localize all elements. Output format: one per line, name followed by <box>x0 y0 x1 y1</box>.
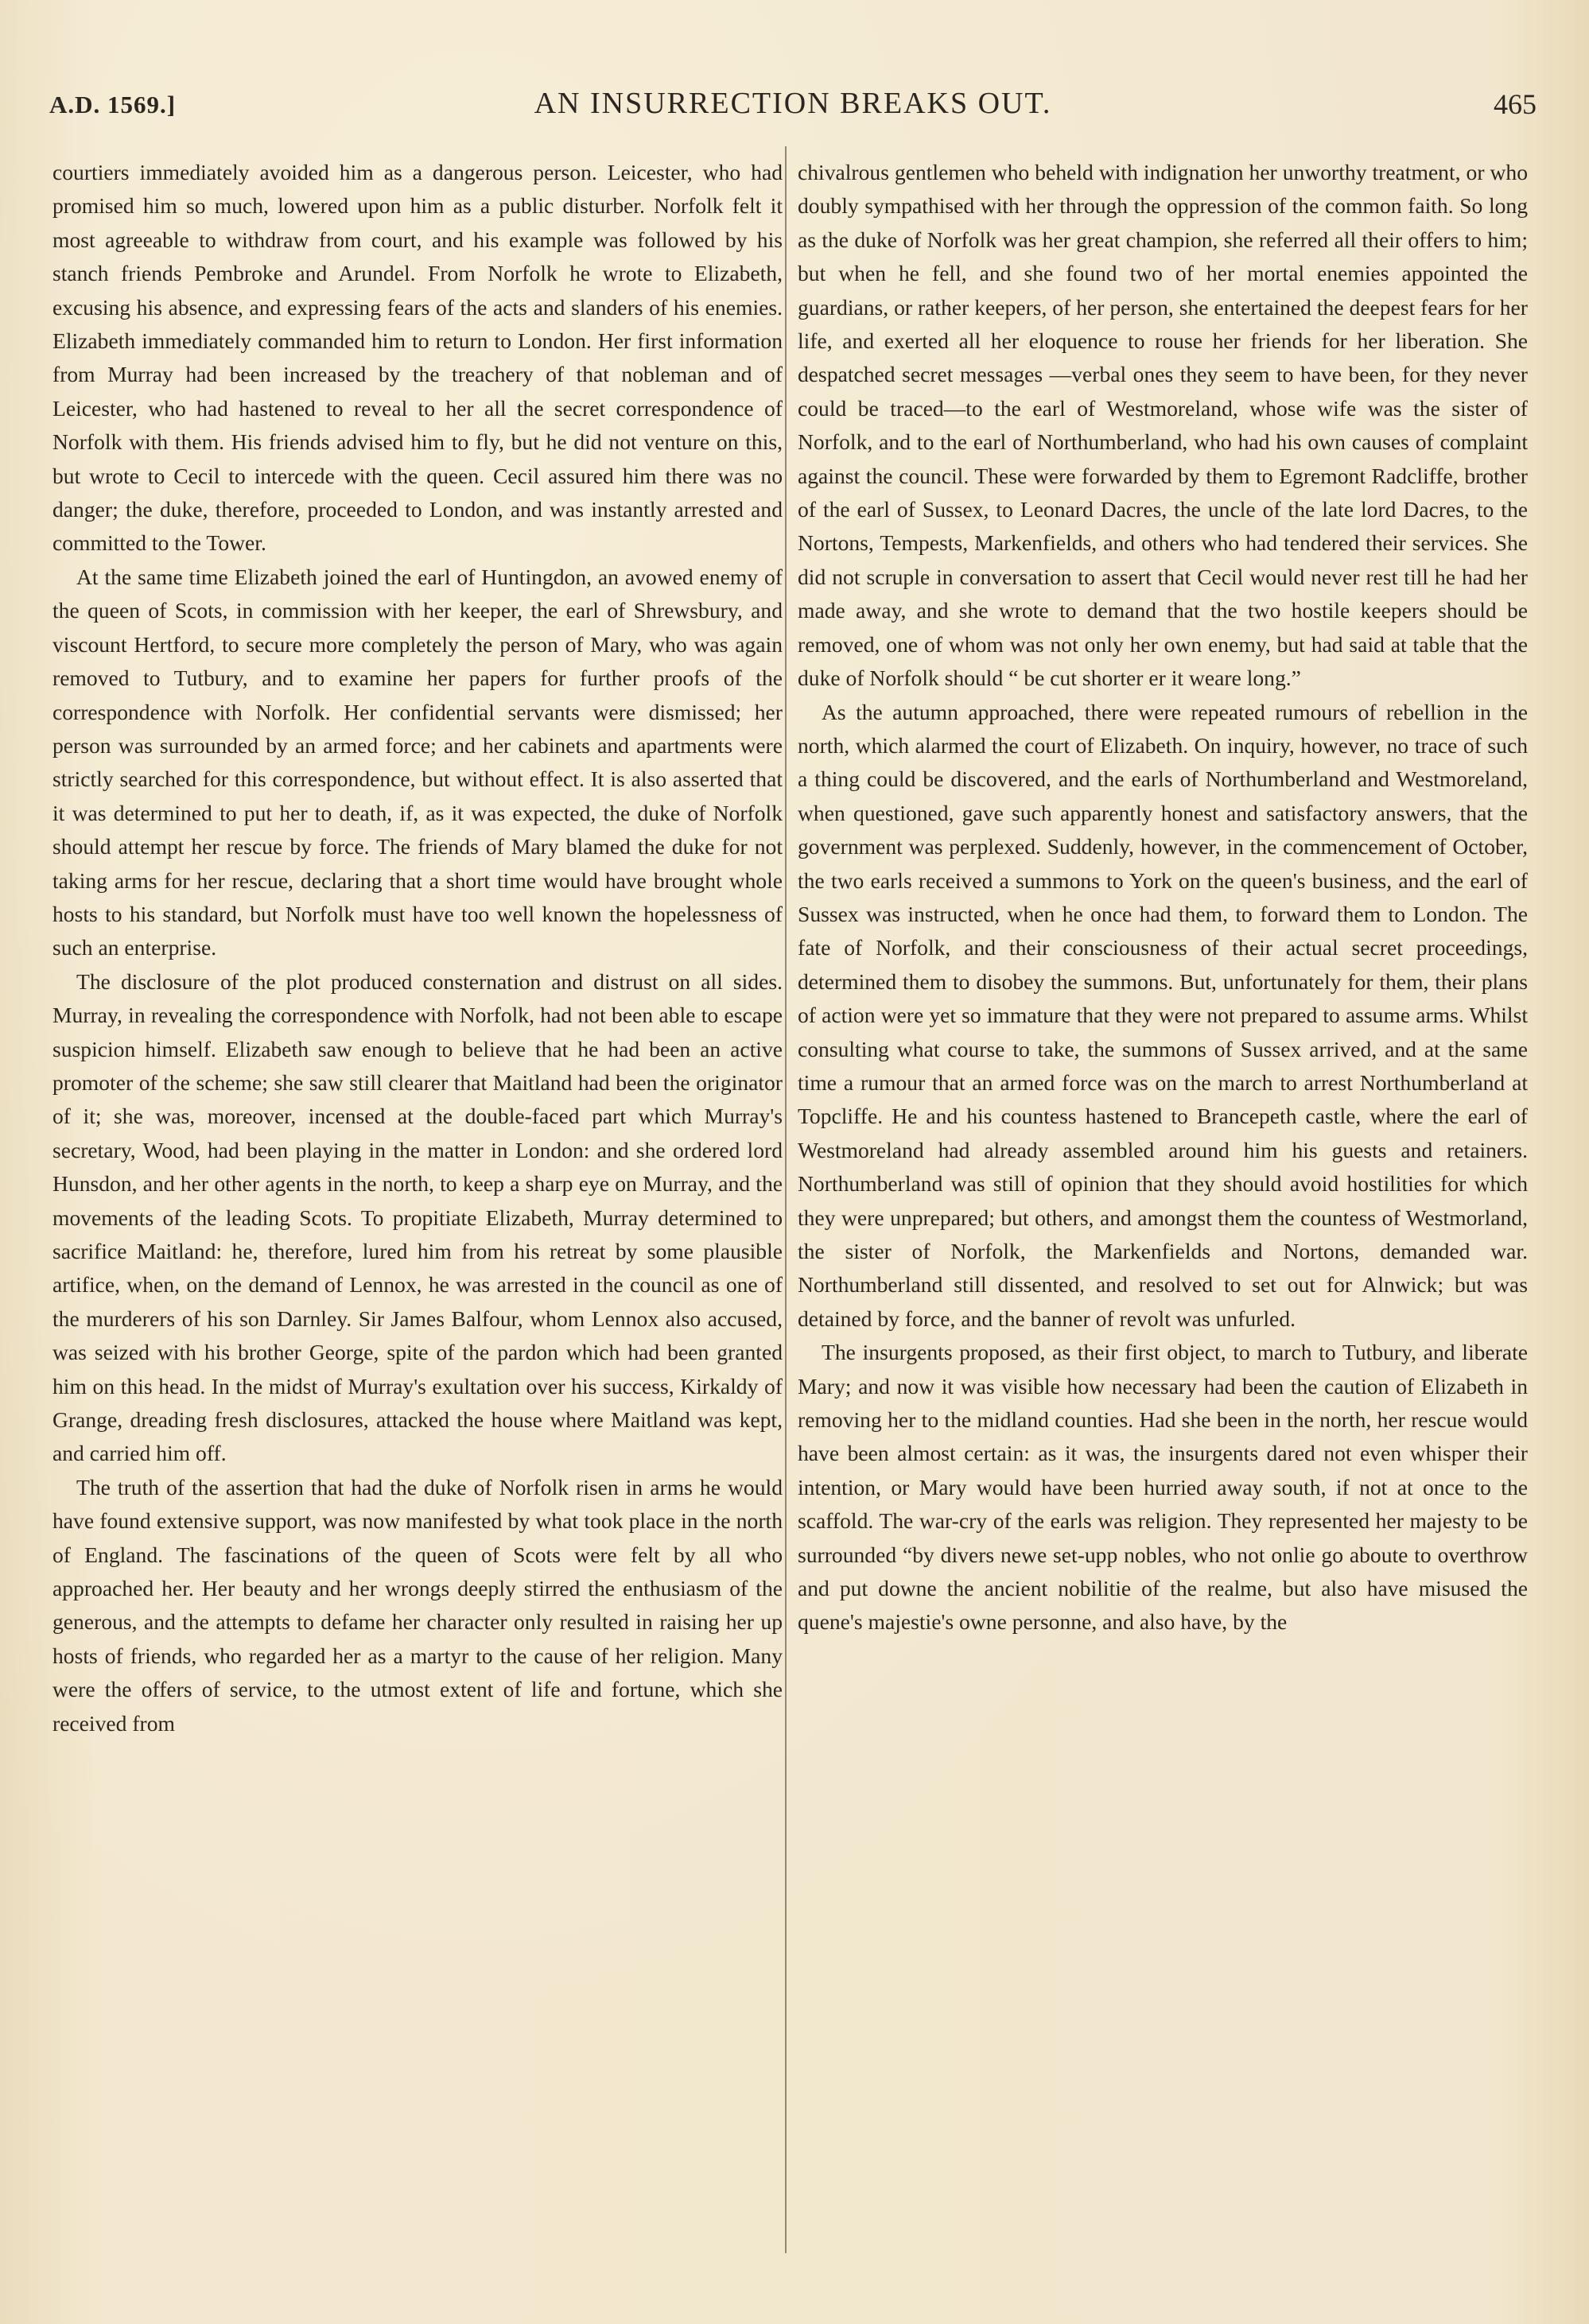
running-header <box>49 86 1537 127</box>
paragraph: The disclosure of the plot produced consternation and distrust on all sides. Murray, in revealing the correspondence with Norfolk, had not been able to escape suspicion himself. Elizabeth saw enough to believe that he had been an active promoter of the scheme; she saw still clearer that Maitland had been the originator of it; she was, moreover, incensed at the double-faced part which Murray's secretary, Wood, had been playing in the matter in London: and she ordered lord Hunsdon, and her other agents in the north, to keep a sharp eye on Murray, and the movements of the leading Scots. To propitiate Elizabeth, Murray determined to sacrifice Maitland: he, therefore, lured him from his retreat by some plausible artifice, when, on the demand of Lennox, he was arrested in the council as one of the murderers of his son Darnley. Sir James Balfour, whom Lennox also accused, was seized with his brother George, spite of the pardon which had been granted him on this head. In the midst of Murray's exultation over his success, Kirkaldy of Grange, dreading fresh disclosures, attacked the house where Maitland was kept, and carried him off. <box>52 968 783 1466</box>
left-column <box>52 156 783 1740</box>
header-date: A.D. 1569.] <box>49 91 177 118</box>
right-column <box>798 156 1528 1639</box>
paragraph: At the same time Elizabeth joined the earl of Huntingdon, an avowed enemy of the queen of Scots, in commission with her keeper, the earl of Shrewsbury, and viscount Hertford, to secure more completely the person of Mary, who was again removed to Tutbury, and to examine her papers for further proofs of the correspondence with Norfolk. Her confidential servants were dismissed; her person was surrounded by an armed force; and her cabinets and apartments were strictly searched for this correspondence, but without effect. It is also asserted that it was determined to put her to death, if, as it was expected, the duke of Norfolk should attempt her rescue by force. The friends of Mary blamed the duke for not taking arms for her rescue, declaring that a short time would have brought whole hosts to his standard, but Norfolk must have too well known the hopelessness of such an enterprise. <box>52 564 783 960</box>
header-title: AN INSURRECTION BREAKS OUT. <box>534 87 1052 120</box>
paragraph: courtiers immediately avoided him as a dangerous person. Leicester, who had promised him so much, lowered upon him as a public disturber. Norfolk felt it most agreeable to withdraw from court, and his example was followed by his stanch friends Pembroke and Arundel. From Norfolk he wrote to Elizabeth, excusing his absence, and expressing fears of the acts and slanders of his enemies. Elizabeth immediately commanded him to return to London. Her first information from Murray had been increased by the treachery of that nobleman and of Leicester, who had hastened to reveal to her all the secret correspondence of Norfolk with them. His friends advised him to fly, but he did not venture on this, but wrote to Cecil to intercede with the queen. Cecil assured him there was no danger; the duke, therefore, proceeded to London, and was instantly arrested and committed to the Tower. <box>52 160 783 556</box>
paragraph: As the autumn approached, there were repeated rumours of rebellion in the north, which alarmed the court of Elizabeth. On inquiry, however, no trace of such a thing could be discovered, and the earls of Northumberland and Westmoreland, when questioned, gave such apparently honest and satisfactory answers, that the government was perplexed. Suddenly, however, in the commencement of October, the two earls received a summons to York on the queen's business, and the earl of Sussex was instructed, when he once had them, to forward them to London. The fate of Norfolk, and their consciousness of their actual secret proceedings, determined them to disobey the summons. But, unfortunately for them, their plans of action were yet so immature that they were not prepared to assume arms. Whilst consulting what course to take, the summons of Sussex arrived, and at the same time a rumour that an armed force was on the march to arrest Northumberland at Topcliffe. He and his countess hastened to Brancepeth castle, where the earl of Westmoreland had already assembled around him his guests and retainers. Northumberland was still of opinion that they should avoid hostilities for which they were unprepared; but others, and amongst them the countess of Westmorland, the sister of Norfolk, the Markenfields and Nortons, demanded war. Northumberland still dissented, and resolved to set out for Alnwick; but was detained by force, and the banner of revolt was unfurled. <box>798 699 1528 1331</box>
column-divider <box>785 146 787 2253</box>
paragraph: The truth of the assertion that had the duke of Norfolk risen in arms he would have found extensive support, was now manifested by what took place in the north of England. The fascinations of the queen of Scots were felt by all who approached her. Her beauty and her wrongs deeply stirred the enthusiasm of the generous, and the attempts to defame her character only resulted in raising her up hosts of friends, who regarded her as a martyr to the cause of her religion. Many were the offers of service, to the utmost extent of life and fortune, which she received from <box>52 1474 783 1736</box>
paragraph: chivalrous gentlemen who beheld with indignation her unworthy treatment, or who doubly sympathised with her through the oppression of the common faith. So long as the duke of Norfolk was her great champion, she referred all their offers to him; but when he fell, and she found two of her mortal enemies appointed the guardians, or rather keepers, of her person, she entertained the deepest fears for her life, and exerted all her eloquence to rouse her friends for her liberation. She despatched secret messages —verbal ones they seem to have been, for they never could be traced—to the earl of Westmoreland, whose wife was the sister of Norfolk, and to the earl of Northumberland, who had his own causes of complaint against the council. These were forwarded by them to Egremont Radcliffe, brother of the earl of Sussex, to Leonard Dacres, the uncle of the late lord Dacres, to the Nortons, Tempests, Markenfields, and others who had tendered their services. She did not scruple in conversation to assert that Cecil would never rest till he had her made away, and she wrote to demand that the two hostile keepers should be removed, one of whom was not only her own enemy, but had said at table that the duke of Norfolk should “ be cut shorter er it weare long.” <box>798 160 1528 691</box>
paragraph: The insurgents proposed, as their first object, to march to Tutbury, and liberate Mary; and now it was visible how necessary had been the caution of Elizabeth in removing her to the midland counties. Had she been in the north, her rescue would have been almost certain: as it was, the insurgents dared not even whisper their intention, or Mary would have been hurried away south, if not at once to the scaffold. The war-cry of the earls was religion. They represented her majesty to be surrounded “by divers newe set-upp nobles, who not onlie go aboute to overthrow and put downe the ancient nobilitie of the realme, but also have misused the quene's majestie's owne personne, and also have, by the <box>798 1340 1528 1635</box>
page-number: 465 <box>1494 88 1537 120</box>
